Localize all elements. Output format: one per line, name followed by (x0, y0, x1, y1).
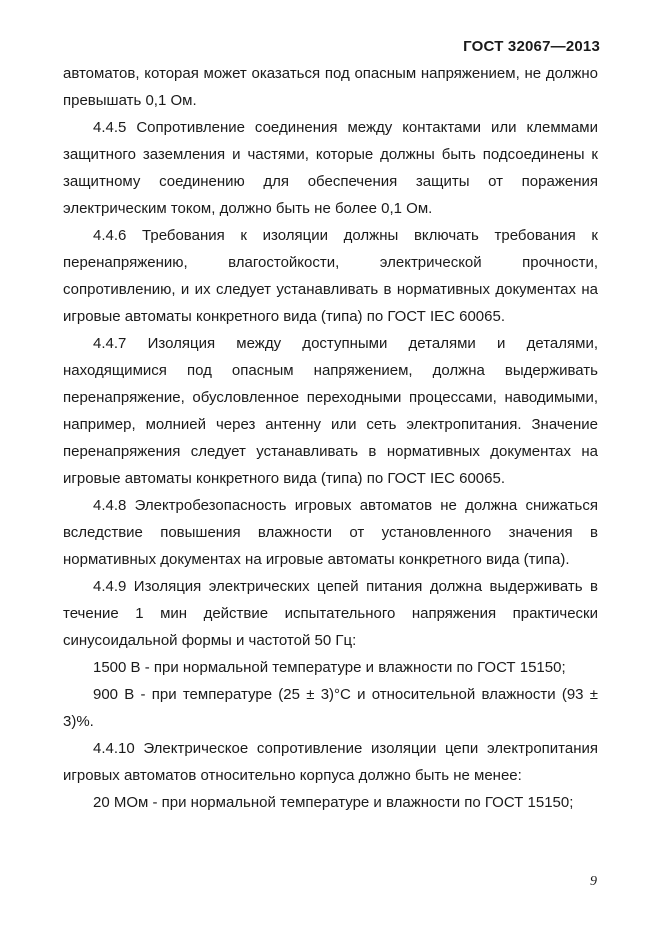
paragraph-4-4-8: 4.4.8 Электробезопасность игровых автоматов не должна снижаться вследствие повышения влажности от установленного значения в нормативных документах на игровые автоматы конкретного вида (типа). (63, 497, 598, 568)
paragraph-continuation: автоматов, которая может оказаться под опасным напряжением, не должно превышать 0,1 Ом. (63, 65, 598, 109)
paragraph-4-4-7: 4.4.7 Изоляция между доступными деталями и деталями, находящимися под опасным напряжением, должна выдерживать перенапряжение, обусловленное переходными процессами, наводимыми, например, молнией через антенну или сеть электропитания. Значение перенапряжения следует устанавливать в нормативных документах на игровые автоматы конкретного вида (типа) по ГОСТ IEC 60065. (63, 335, 598, 487)
page-number: 9 (590, 874, 597, 889)
paragraph-voltage-1500: 1500 В - при нормальной температуре и влажности по ГОСТ 15150; (93, 659, 566, 676)
document-body (63, 60, 598, 816)
paragraph-4-4-6: 4.4.6 Требования к изоляции должны включать требования к перенапряжению, влагостойкости, электрической прочности, сопротивлению, и их следует устанавливать в нормативных документах на игровые автоматы конкретного вида (типа) по ГОСТ IEC 60065. (63, 227, 598, 325)
paragraph-voltage-900: 900 В - при температуре (25 ± 3)°С и относительной влажности (93 ± 3)%. (63, 686, 598, 730)
paragraph-resistance-20: 20 МОм - при нормальной температуре и влажности по ГОСТ 15150; (93, 794, 574, 811)
document-code-header: ГОСТ 32067—2013 (463, 38, 600, 55)
paragraph-4-4-10: 4.4.10 Электрическое сопротивление изоляции цепи электропитания игровых автоматов относительно корпуса должно быть не менее: (63, 740, 598, 784)
paragraph-4-4-5: 4.4.5 Сопротивление соединения между контактами или клеммами защитного заземления и частями, которые должны быть подсоединены к защитному соединению для обеспечения защиты от поражения электрическим током, должно быть не более 0,1 Ом. (63, 119, 598, 217)
paragraph-4-4-9: 4.4.9 Изоляция электрических цепей питания должна выдерживать в течение 1 мин действие испытательного напряжения практически синусоидальной формы и частотой 50 Гц: (63, 578, 598, 649)
